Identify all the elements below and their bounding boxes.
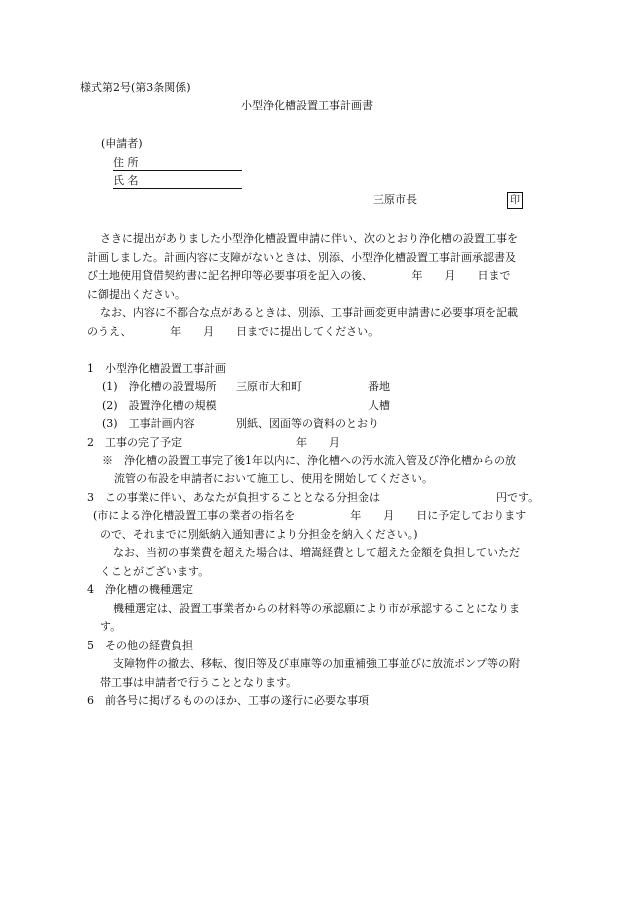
name-label: 氏 名 bbox=[113, 174, 242, 189]
item-5-line-1: 支障物件の撤去、移転、復旧等及び車庫等の加重補強工事並びに放流ポンプ等の附 bbox=[113, 657, 520, 670]
item-3-line-4: なお、当初の事業費を超えた場合は、増嵩経費として超えた金額を負担していただ bbox=[113, 546, 520, 559]
intro-line-5: なお、内容に不都合な点があるときは、別添、工事計画変更申請書に必要事項を記載 bbox=[100, 306, 518, 319]
intro-line-3: び土地使用貸借契約書に記名押印等必要事項を記入の後、 年 月 日まで bbox=[87, 269, 511, 282]
document-title: 小型浄化槽設置工事計画書 bbox=[241, 99, 373, 112]
item-1-1-label: (1) 浄化槽の設置場所 bbox=[102, 380, 217, 393]
item-2-date: 年 月 bbox=[296, 436, 340, 449]
intro-line-4: に御提出ください。 bbox=[87, 288, 186, 301]
address-label: 住 所 bbox=[113, 156, 242, 171]
item-5-heading: 5 その他の経費負担 bbox=[87, 639, 193, 652]
item-3-yen: 円です。 bbox=[496, 491, 540, 504]
intro-line-6: のうえ、 年 月 日までに提出してください。 bbox=[87, 325, 380, 338]
item-4-line-2: す。 bbox=[100, 620, 122, 633]
item-4-heading: 4 浄化槽の機種選定 bbox=[87, 583, 193, 596]
intro-line-2: 計画しました。計画内容に支障がないときは、別添、小型浄化槽設置工事計画承認書及 bbox=[87, 251, 516, 264]
intro-line-1: さきに提出がありました小型浄化槽設置申請に伴い、次のとおり浄化槽の設置工事を bbox=[100, 232, 518, 245]
item-3-line-2: (市による浄化槽設置工事の業者の指名を 年 月 日に予定しております bbox=[93, 509, 527, 522]
item-1-1-place: 三原市大和町 bbox=[236, 380, 302, 393]
item-2-note-1: ※ 浄化槽の設置工事完了後1年以内に、浄化槽への汚水流入管及び浄化槽からの放 bbox=[102, 454, 516, 467]
item-2-label: 2 工事の完了予定 bbox=[87, 436, 182, 449]
item-4-line-1: 機種選定は、設置工事業者からの材料等の承認願により市が承認することになりま bbox=[113, 602, 520, 615]
item-1-3-label: (3) 工事計画内容 bbox=[102, 417, 195, 430]
item-1-3-value: 別紙、図面等の資料のとおり bbox=[236, 417, 379, 430]
address-field bbox=[113, 156, 242, 171]
item-3-line-1: 3 この事業に伴い、あなたが負担することとなる分担金は bbox=[87, 491, 380, 504]
item-2-note-2: 流管の布設を申請者において施工し、使用を開始してください。 bbox=[114, 472, 433, 485]
name-field bbox=[113, 174, 242, 189]
item-1-2-label: (2) 設置浄化槽の規模 bbox=[102, 399, 217, 412]
item-1-heading: 1 小型浄化槽設置工事計画 bbox=[87, 362, 226, 375]
item-1-1-unit: 番地 bbox=[368, 380, 390, 393]
addressee: 三原市長 bbox=[373, 193, 417, 206]
item-5-line-2: 帯工事は申請者で行うこととなります。 bbox=[100, 676, 298, 689]
applicant-heading: (申請者) bbox=[101, 137, 143, 150]
item-6-heading: 6 前各号に掲げるもののほか、工事の遂行に必要な事項 bbox=[87, 694, 369, 707]
item-3-line-3: ので、それまでに別紙納入通知書により分担金を納入ください。) bbox=[100, 528, 418, 541]
item-3-line-5: くことがございます。 bbox=[100, 565, 210, 578]
form-number: 様式第2号(第3条関係) bbox=[80, 81, 191, 94]
seal-box: 印 bbox=[507, 192, 523, 209]
item-1-2-unit: 人槽 bbox=[368, 399, 390, 412]
